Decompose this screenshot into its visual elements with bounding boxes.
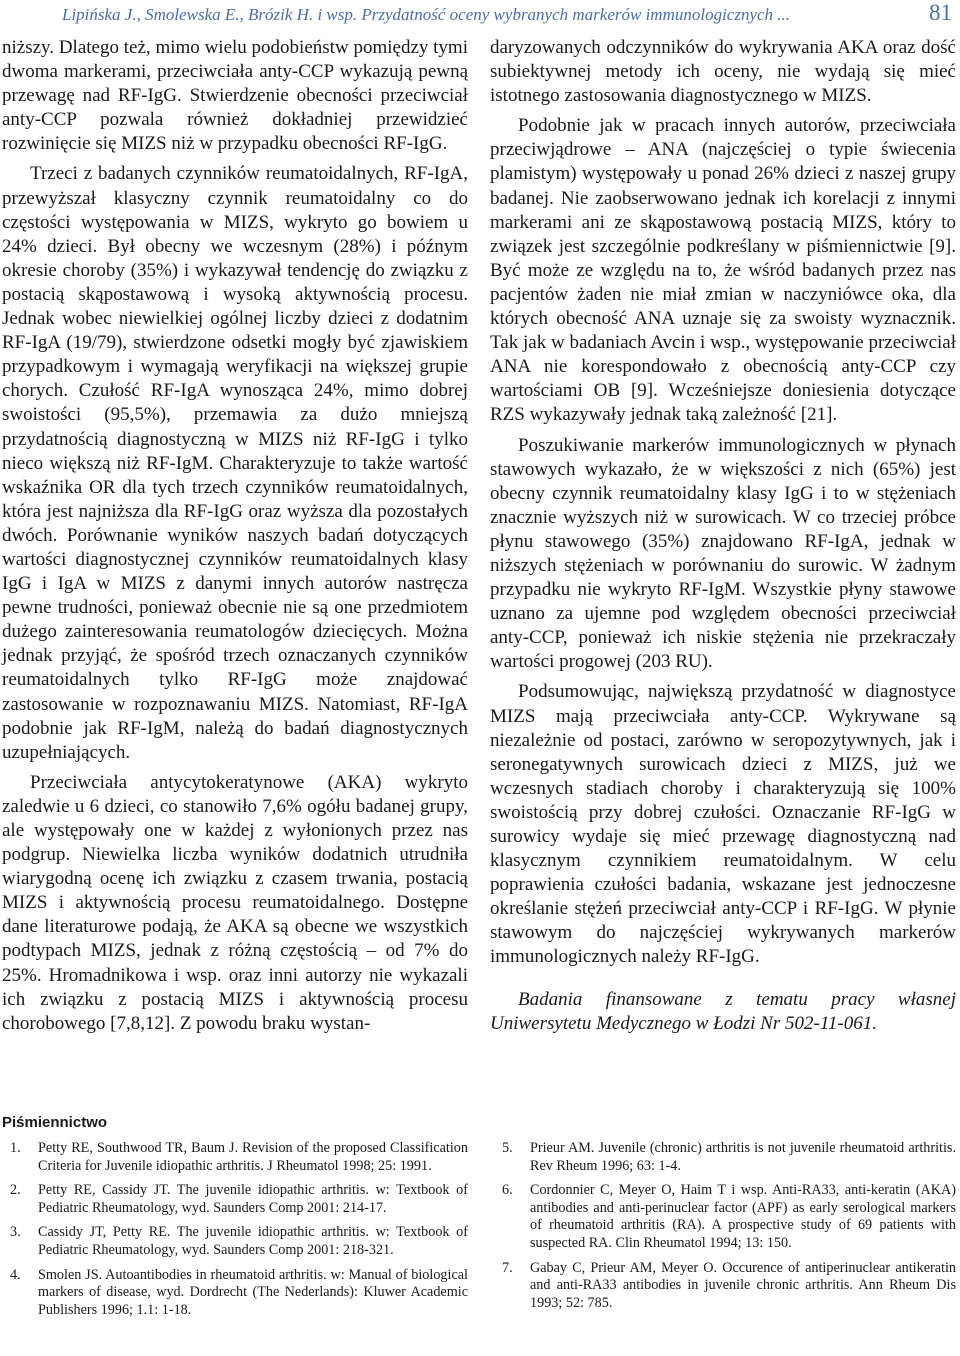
paragraph: Podobnie jak w pracach innych autorów, przeciwciała przeciwjądrowe – ANA (najczęściej o typie świecenia plamistym) występowały u ponad 26% dzieci z naszej grupy badanej. Nie zaobserwowano jednak ich korelacji z innymi markerami ani ze skąpostawową postacią MIZS, który to związek jest szczególnie podkreślany w piśmiennictwie [9]. Być może ze względu na to, że wśród badanych przez nas pacjentów żaden nie miał zmian w naczyniówce oka, dla których obecność ANA uznaje się za swoisty wyznacznik. Tak jak w badaniach Avcin i wsp., występowanie przeciwciał ANA nie korespondowało z obecnością anty-CCP czy wartościami OB [9]. Wcześniejsze doniesienia dotyczące RZS wykazywały jednak taką zależność [21]. <box>490 115 956 426</box>
left-column <box>2 36 468 1036</box>
references-heading: Piśmiennictwo <box>2 1114 108 1131</box>
reference-number: 1. <box>10 1140 21 1156</box>
paragraph: Przeciwciała antycytokeratynowe (AKA) wykryto zaledwie u 6 dzieci, co stanowiło 7,6% ogółu badanej grupy, ale występowały one w każdej z wyłonionych przez nas podgrup. Niewielka liczba wyników dodatnich utrudniła wiarygodną ocenę ich związku z czasem trwania, postacią MIZS i aktywnością procesu reumatoidalnego. Dostępne dane literaturowe podają, że AKA są obecne we wszystkich podtypach MIZS, jednak z różną częstością – od 7% do 25%. Hromadnikowa i wsp. oraz inni autorzy nie wykazali ich związku z postacią MIZS i aktywnością procesu chorobowego [7,8,12]. Z powodu braku wystan- <box>2 771 468 1034</box>
reference-text: Petty RE, Southwood TR, Baum J. Revision of the proposed Classification Criteria for Juvenile idiopathic arthritis. J Rheumatol 1998; 25: 1991. <box>38 1140 468 1174</box>
references-list-right <box>500 1140 956 1319</box>
reference-number: 5. <box>502 1140 513 1156</box>
reference-number: 3. <box>10 1224 21 1241</box>
reference-text: Prieur AM. Juvenile (chronic) arthritis is not juvenile rheumatoid arthritis. Rev Rheum 1996; 63: 1-4. <box>530 1140 956 1174</box>
reference-text: Gabay C, Prieur AM, Meyer O. Occurence of antiperinuclear antikeratin and anti-RA33 antibodies in juvenile chronic arthritis. Ann Rheum Dis 1993; 52: 785. <box>530 1259 956 1311</box>
paragraph: niższy. Dlatego też, mimo wielu podobieństw pomiędzy tymi dwoma markerami, przeciwciała anty-CCP wykazują pewną przewagę nad RF-IgG. Stwierdzenie obecności przeciwciał anty-CCP pozwala również dokładniej przewidzieć rozwinięcie się MIZS niż w przypadku obecności RF-IgG. <box>2 37 468 155</box>
reference-item <box>8 1140 468 1175</box>
funding-note: Badania finansowane z tematu pracy własnej Uniwersytetu Medycznego w Łodzi Nr 502-11-061. <box>490 988 956 1034</box>
reference-item <box>500 1140 956 1175</box>
paragraph: Poszukiwanie markerów immunologicznych w płynach stawowych wykazało, że w większości z nich (65%) jest obecny czynnik reumatoidalny klasy IgG i to w stężeniach znacznie wyższych niż w surowicach. W co trzeciej próbce płynu stawowego (35%) znajdowano RF-IgA, jednak w niższych stężeniach w porównaniu do surowic. W żadnym przypadku nie wykryto RF-IgM. Wszystkie płyny stawowe uznano za ujemne pod względem obecności przeciwciał anty-CCP, ponieważ ich niskie stężenia nie przekraczały wartości progowej (203 RU). <box>490 434 956 673</box>
reference-text: Cordonnier C, Meyer O, Haim T i wsp. Anti-RA33, anti-keratin (AKA) antibodies and anti-perinuclear factor (APF) as early serological markers of rheumatoid arthritis (RA). A prospective study of 69 patients with suspected RA. Clin Rheumatol 1994; 13: 150. <box>530 1182 956 1251</box>
running-title: Lipińska J., Smolewska E., Brózik H. i wsp. Przydatność oceny wybranych markerów immunologicznych ... <box>62 5 791 24</box>
reference-text: Petty RE, Cassidy JT. The juvenile idiopathic arthritis. w: Textbook of Pediatric Rheumatology, wyd. Saunders Comp 2001: 214-17. <box>38 1182 468 1216</box>
reference-item <box>500 1260 956 1313</box>
reference-number: 4. <box>10 1266 21 1283</box>
paragraph: Podsumowując, największą przydatność w diagnostyce MIZS mają przeciwciała anty-CCP. Wykrywane są niezależnie od postaci, zarówno w seropozytywnych, jak i seronegatywnych surowicach dzieci z MIZS, już we wczesnych stadiach choroby i charakteryzują się 100% swoistością przy dobrej czułości. Oznaczanie RF-IgG w surowicy wydaje się mieć przewagę diagnostyczną nad klasycznym czynnikiem reumatoidalnym. W celu poprawienia czułości badania, wskazane jest jednoczesne określanie stężeń przeciwciał anty-CCP i RF-IgG. W płynie stawowym do najczęściej wykrywanych markerów immunologicznych należy RF-IgG. <box>490 681 956 968</box>
reference-item <box>8 1224 468 1259</box>
references-list-left <box>8 1140 468 1326</box>
running-head <box>62 2 952 32</box>
paragraph: daryzowanych odczynników do wykrywania AKA oraz dość subiektywnej metody ich oceny, nie wydają się mieć istotnego zastosowania diagnostycznego w MIZS. <box>490 37 956 107</box>
reference-text: Cassidy JT, Petty RE. The juvenile idiopathic arthritis. w: Textbook of Pediatric Rheumatology, wyd. Saunders Comp 2001: 218-321. <box>38 1224 468 1258</box>
reference-item <box>500 1182 956 1252</box>
reference-item <box>8 1267 468 1320</box>
page-number: 81 <box>929 0 952 25</box>
reference-text: Smolen JS. Autoantibodies in rheumatoid arthritis. w: Manual of biological markers of disease, wyd. Dordrecht (The Nederlands): Kluwer Academic Publishers 1996; 1.1: 1-18. <box>38 1266 468 1318</box>
reference-number: 7. <box>502 1259 513 1276</box>
reference-item <box>8 1182 468 1217</box>
reference-number: 6. <box>502 1182 513 1199</box>
reference-number: 2. <box>10 1182 21 1199</box>
right-column <box>490 36 956 1036</box>
paragraph: Trzeci z badanych czynników reumatoidalnych, RF-IgA, przewyższał klasyczny czynnik reumatoidalny co do częstości występowania w MIZS, wykryto go bowiem u 24% dzieci. Był obecny we wczesnym (28%) i późnym okresie choroby (35%) i wykazywał tendencję do związku z postacią skąpostawową i wysoką aktywnością procesu. Jednak wobec niewielkiej ogólnej liczby dzieci z dodatnim RF-IgA (19/79), stwierdzone odsetki mogły być zjawiskiem przypadkowym i wymagają weryfikacji na większej grupie chorych. Czułość RF-IgA wynosząca 24%, mimo dobrej swoistości (95,5%), przemawia za dużo mniejszą przydatnością diagnostyczną w MIZS niż RF-IgG i tylko nieco większą niż RF-IgM. Charakteryzuje to także wartość wskaźnika OR dla tych trzech czynników reumatoidalnych, która jest najniższa dla RF-IgG oraz wyższa dla pozostałych dwóch. Porównanie wyników naszych badań dotyczących wartości diagnostycznej czynników reumatoidalnych klasy IgG i IgA w MIZS z danymi innych autorów nastręcza pewne trudności, ponieważ obecnie nie są one przedmiotem dużego zainteresowania reumatologów dziecięcych. Można jednak przyjąć, że spośród trzech oznaczanych czynników reumatoidalnych tylko RF-IgG może znajdować zastosowanie w rozpoznawaniu MIZS. Natomiast, RF-IgA podobnie jak RF-IgM, należą do badań diagnostycznych uzupełniających. <box>2 163 468 763</box>
